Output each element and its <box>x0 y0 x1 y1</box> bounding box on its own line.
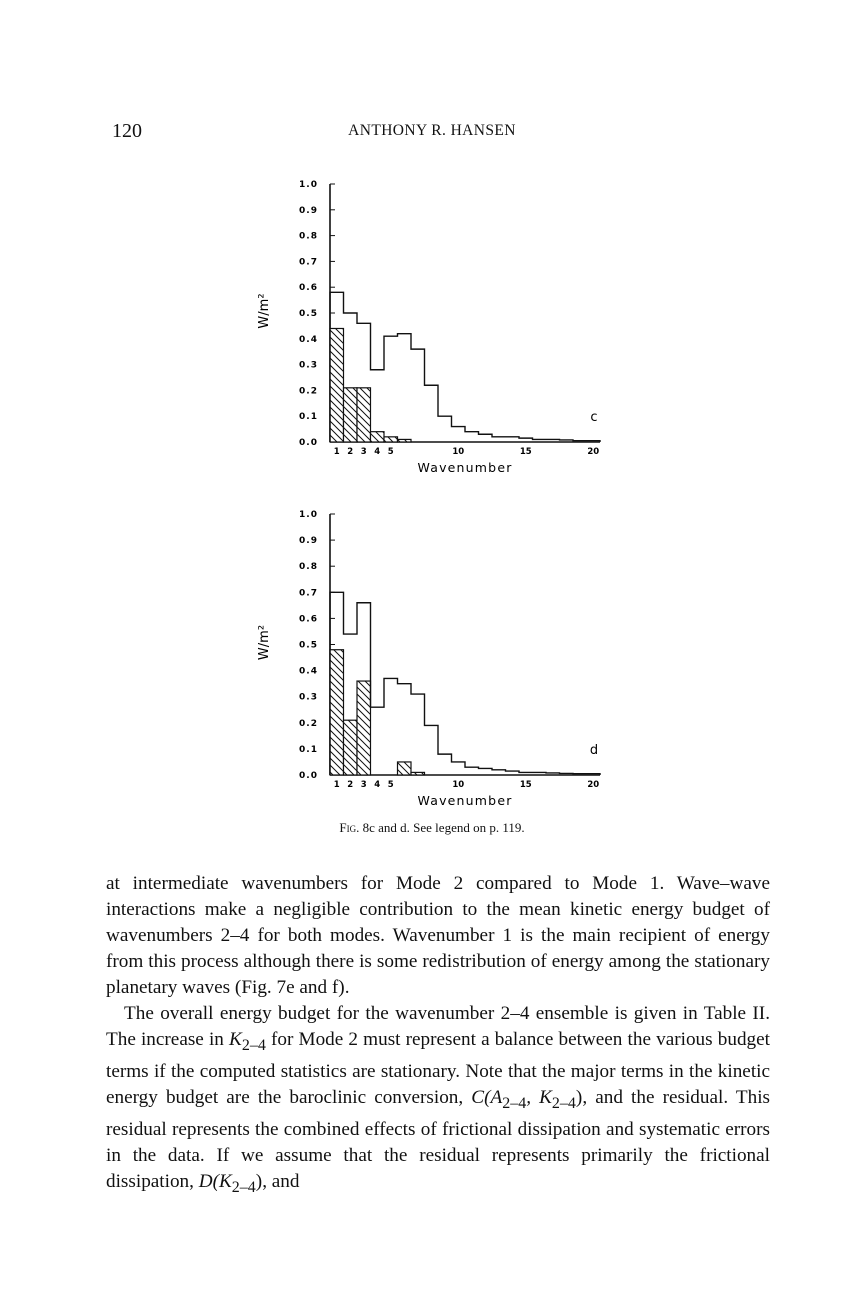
x-tick-label: 5 <box>387 780 394 790</box>
c-term-sub-1: 2–4 <box>502 1094 527 1112</box>
x-tick-label: 20 <box>587 447 600 457</box>
y-tick-label: 0.9 <box>299 536 318 547</box>
y-tick-label: 0.7 <box>299 588 318 599</box>
paragraph-2-part-d: , and <box>262 1170 300 1192</box>
paragraph-1: at intermediate wavenumbers for Mode 2 compared to Mode 1. Wave–wave interactions make a negligible contribution to the mean kinetic energy budget of wavenumbers 2–4 for both modes. Wavenumber 1 is the main recipient of energy from this process although there is some redistribution of energy among the stationary planetary waves (Fig. 7e and f). <box>106 873 770 998</box>
figure-caption <box>0 820 864 836</box>
d-term: D(K <box>198 1170 232 1192</box>
paragraph-2-part-b: for Mode 2 must represent a balance between the various budget terms if the computed statistics are stationary. Note that the major terms in the kinetic energy budget are the baroclinic conversion, <box>106 1029 770 1108</box>
hatched-bar <box>330 650 344 775</box>
y-tick-label: 0.2 <box>299 386 318 397</box>
x-tick-label: 10 <box>452 780 465 790</box>
y-tick-label: 0.3 <box>299 692 318 703</box>
chart-8c-svg <box>0 168 864 498</box>
c-term: C(A <box>471 1086 503 1108</box>
y-tick-label: 0.6 <box>299 614 318 625</box>
y-tick-label: 0.0 <box>299 771 318 781</box>
panel-label: c <box>590 410 598 426</box>
y-tick-label: 0.8 <box>299 562 318 573</box>
paragraph-2-part-c: , and the residual. This residual represents the combined effects of frictional dissipation and systematic errors in the data. If we assume that the residual represents primarily the frictional dissipation, <box>106 1086 770 1192</box>
c-term-end: ) <box>575 1086 583 1108</box>
y-tick-label: 1.0 <box>299 510 318 520</box>
hatched-bar <box>330 328 344 442</box>
k-subscript: 2–4 <box>241 1036 266 1054</box>
hatched-bar <box>398 762 412 775</box>
chart-8d-svg <box>0 505 864 815</box>
body-text <box>106 871 770 1200</box>
y-tick-label: 0.7 <box>299 257 318 268</box>
y-tick-label: 0.8 <box>299 231 318 242</box>
y-tick-label: 0.1 <box>299 744 318 755</box>
x-tick-label: 2 <box>347 780 354 790</box>
y-tick-label: 0.5 <box>299 309 318 319</box>
x-tick-label: 3 <box>360 447 367 457</box>
y-tick-label: 1.0 <box>299 180 318 190</box>
paragraph-2-part-a: The overall energy budget for the wavenumber 2–4 ensemble is given in Table II. The increase in <box>106 1003 770 1050</box>
figure-8d <box>0 505 864 815</box>
figure-8c <box>0 168 864 498</box>
hatched-bar <box>411 772 425 775</box>
running-head: ANTHONY R. HANSEN <box>348 122 516 139</box>
y-tick-label: 0.1 <box>299 412 318 423</box>
paragraph-2 <box>106 1001 770 1200</box>
d-term-end: ) <box>255 1170 263 1192</box>
x-tick-label: 15 <box>519 447 532 457</box>
d-term-sub: 2–4 <box>231 1178 256 1196</box>
y-axis-title: W/m² <box>257 624 272 661</box>
x-tick-label: 2 <box>347 447 354 457</box>
page-header <box>112 120 752 150</box>
y-tick-label: 0.4 <box>299 334 318 345</box>
y-axis-title: W/m² <box>257 293 272 329</box>
hatched-bar <box>371 432 385 442</box>
x-tick-label: 1 <box>333 780 340 790</box>
y-tick-label: 0.5 <box>299 640 318 651</box>
y-tick-label: 0.4 <box>299 666 318 677</box>
c-term-sub-2: 2–4 <box>551 1094 576 1112</box>
k-symbol: K <box>229 1029 242 1050</box>
panel-label: d <box>589 742 599 758</box>
x-tick-label: 4 <box>374 447 381 457</box>
y-tick-label: 0.6 <box>299 283 318 294</box>
x-axis-title: Wavenumber <box>417 460 513 475</box>
y-tick-label: 0.2 <box>299 718 318 729</box>
y-tick-label: 0.0 <box>299 438 318 448</box>
hatched-bar <box>344 388 358 442</box>
caption-fig-label: Fig. <box>339 820 360 835</box>
y-tick-label: 0.9 <box>299 205 318 216</box>
x-tick-label: 10 <box>452 447 465 457</box>
x-tick-label: 15 <box>519 780 532 790</box>
x-tick-label: 3 <box>360 780 367 790</box>
hatched-bar <box>357 681 371 775</box>
y-tick-label: 0.3 <box>299 360 318 371</box>
x-tick-label: 20 <box>587 780 600 790</box>
caption-text: 8c and d. See legend on p. 119. <box>359 820 525 835</box>
hatched-bar <box>398 439 412 442</box>
hatched-bar <box>357 388 371 442</box>
x-tick-label: 5 <box>387 447 394 457</box>
c-term-mid: , K <box>526 1086 552 1108</box>
x-axis-title: Wavenumber <box>417 793 513 808</box>
page-number: 120 <box>112 120 142 142</box>
hatched-bar <box>344 720 358 775</box>
x-tick-label: 4 <box>374 780 381 790</box>
x-tick-label: 1 <box>333 447 340 457</box>
hatched-bar <box>384 437 398 442</box>
